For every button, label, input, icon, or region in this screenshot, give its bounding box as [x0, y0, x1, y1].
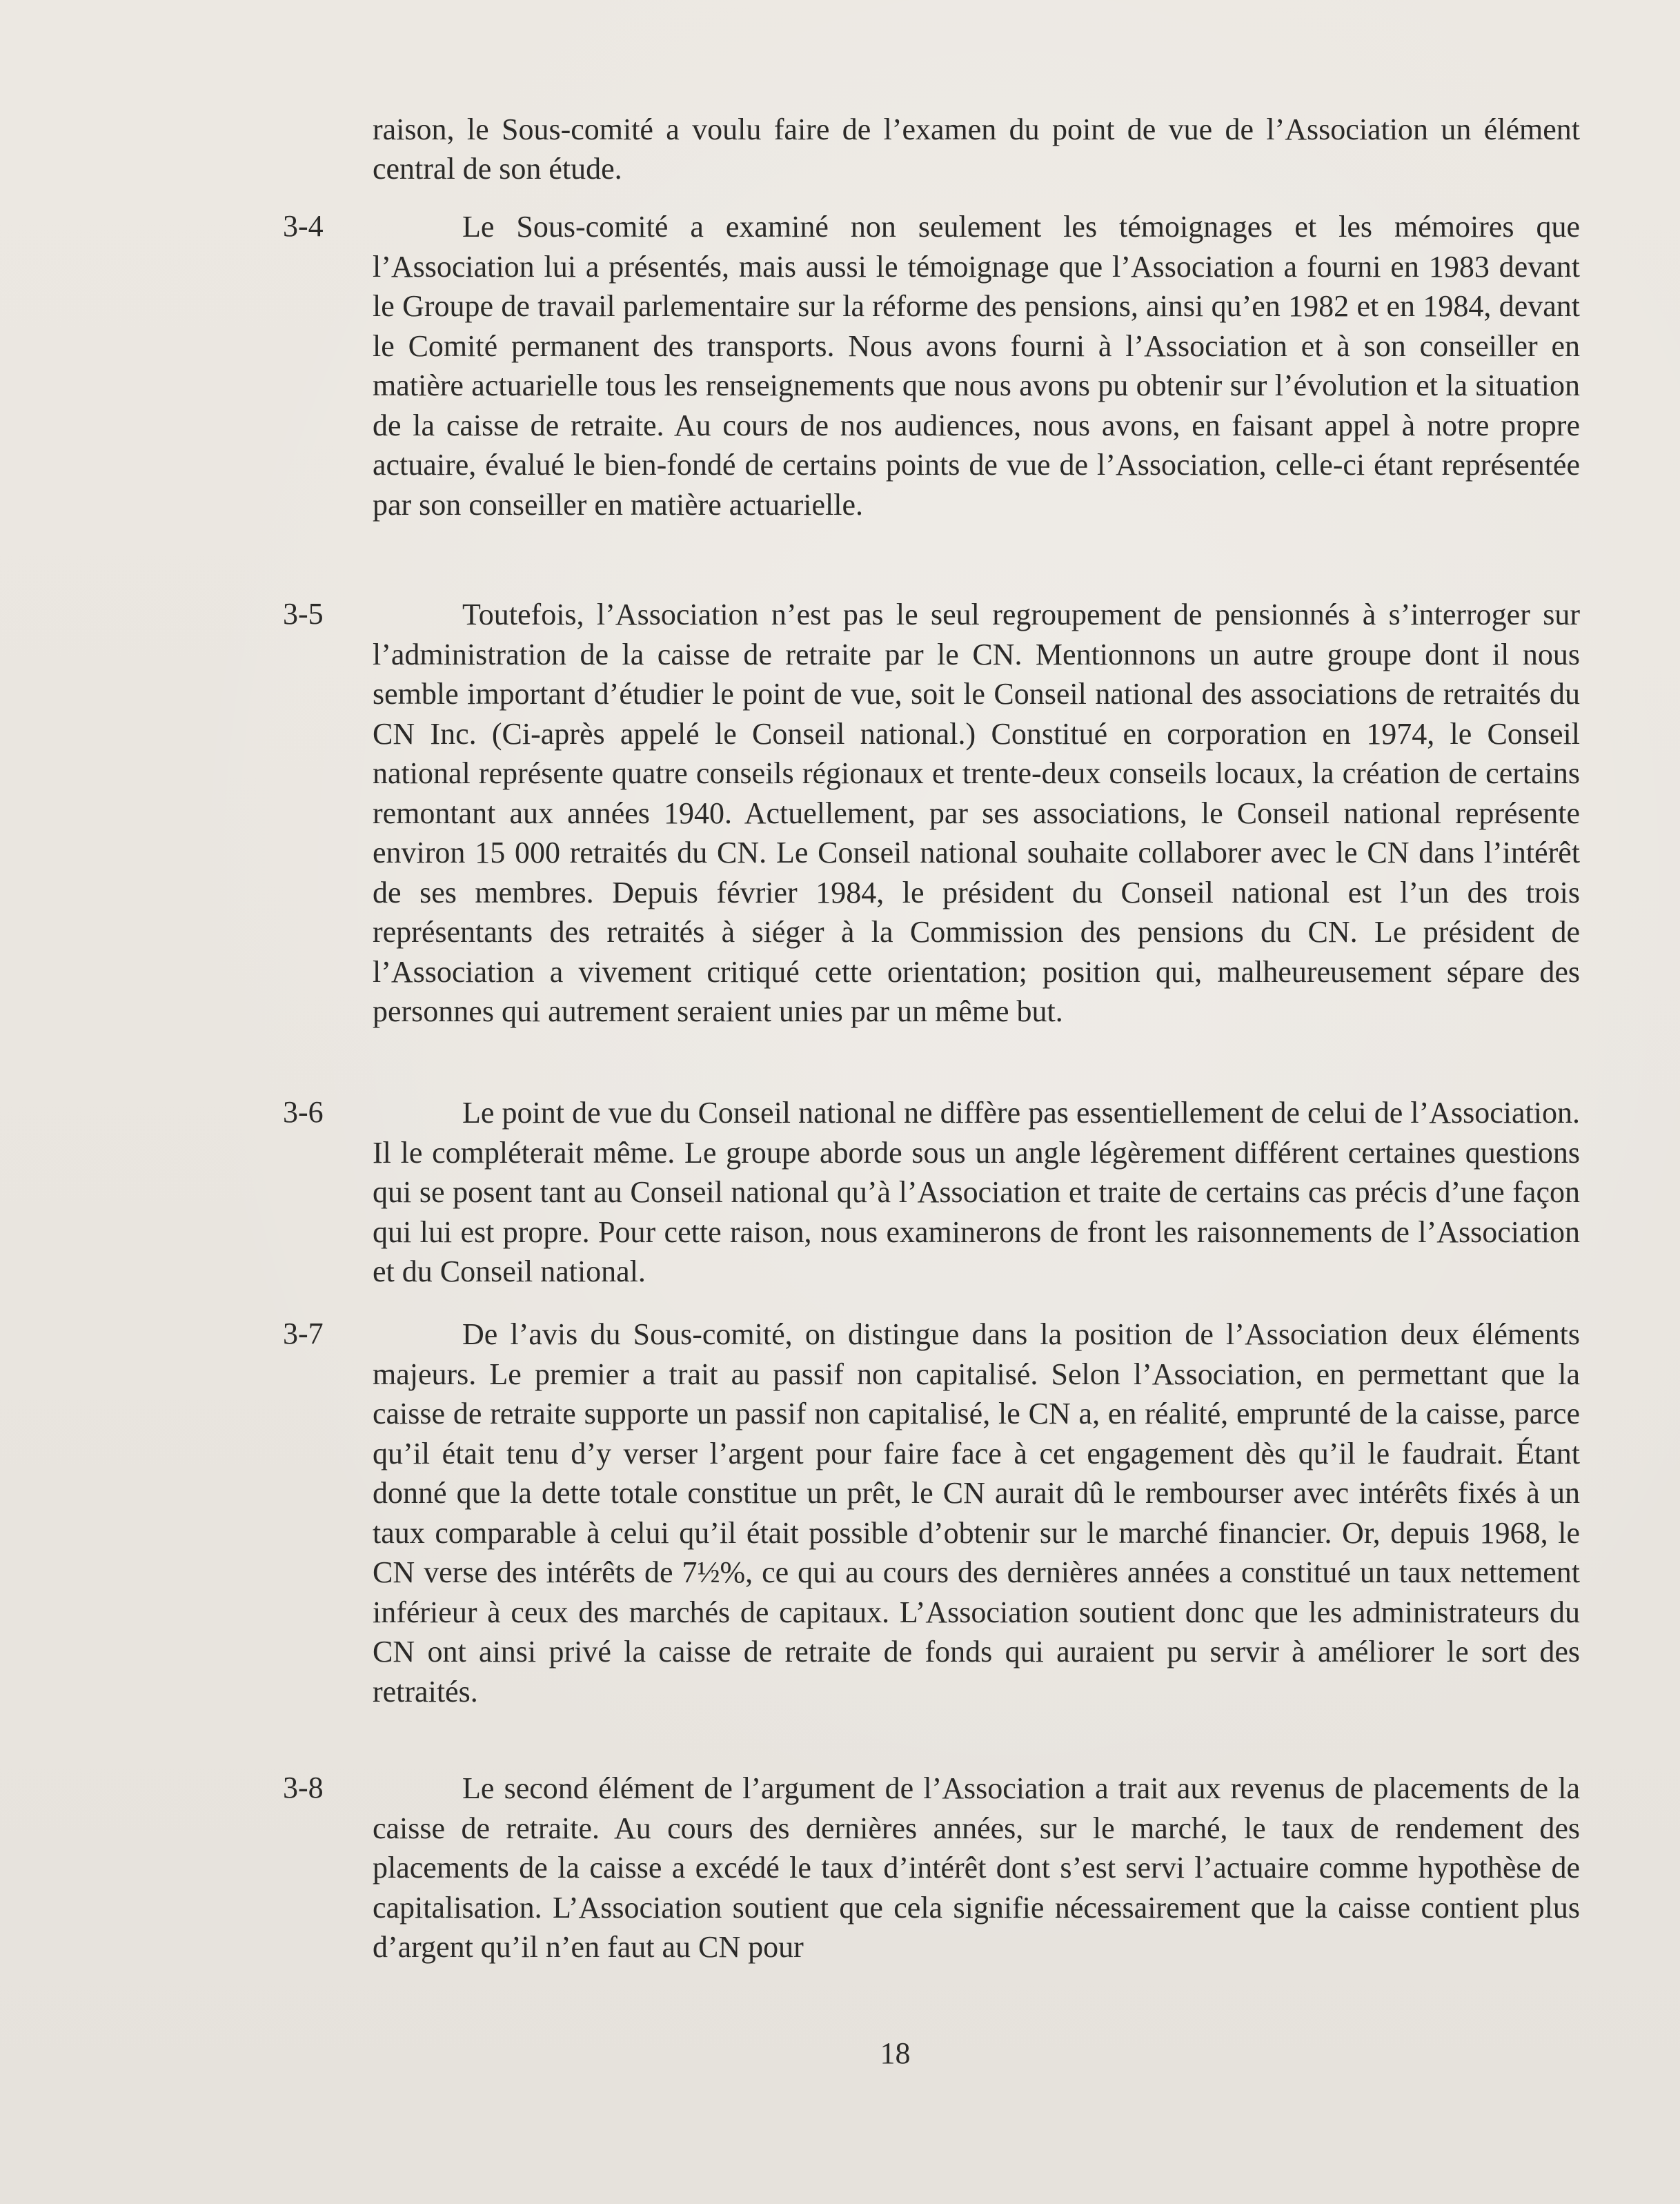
paragraph-text: Le point de vue du Conseil national ne diffère pas essentiellement de celui de l’Association. Il le compléterait même. Le groupe aborde sous un angle légèrement différent certaines questions qui se posent tant au Conseil national qu’à l’Association et traite de certains cas précis d’une façon qui lui est propre. Pour cette raison, nous examinerons de front les raisonnements de l’Association et du Conseil national. — [373, 1096, 1580, 1288]
continuation-paragraph: raison, le Sous-comité a voulu faire de l’examen du point de vue de l’Association un élément central de son étude. — [373, 112, 1580, 186]
paragraph-number: 3-4 — [283, 209, 324, 243]
paragraph-text: Le second élément de l’argument de l’Association a trait aux revenus de placements de la caisse de retraite. Au cours des dernières années, sur le marché, le taux de rendement des placements de la caisse a excédé le taux d’intérêt dont s’est servi l’actuaire comme hypothèse de capitalisation. L’Association soutient que cela signifie nécessairement que la caisse contient plus d’argent qu’il n’en faut au CN pour — [373, 1771, 1580, 1964]
paragraph-3-4 — [283, 207, 1580, 524]
paragraph-text: Le Sous-comité a examiné non seulement les témoignages et les mémoires que l’Association lui a présentés, mais aussi le témoignage que l’Association a fourni en 1983 devant le Groupe de travail parlementaire sur la réforme des pensions, ainsi qu’en 1982 et en 1984, devant le Comité permanent des transports. Nous avons fourni à l’Association et à son conseiller en matière actuarielle tous les renseignements que nous avons pu obtenir sur l’évolution et la situation de la caisse de retraite. Au cours de nos audiences, nous avons, en faisant appel à notre propre actuaire, évalué le bien-fondé de certains points de vue de l’Association, celle-ci étant représentée par son conseiller en matière actuarielle. — [373, 210, 1580, 522]
paragraph-number: 3-7 — [283, 1317, 324, 1350]
paragraph-3-8 — [283, 1769, 1580, 1967]
paragraph-number: 3-5 — [283, 597, 324, 631]
paragraph-3-6 — [283, 1093, 1580, 1292]
paragraph-number: 3-8 — [283, 1771, 324, 1804]
paragraph-text: Toutefois, l’Association n’est pas le seul regroupement de pensionnés à s’interroger sur l’administration de la caisse de retraite par le CN. Mentionnons un autre groupe dont il nous semble important d’étudier le point de vue, soit le Conseil national des associations de retraités du CN Inc. (Ci-après appelé le Conseil national.) Constitué en corporation en 1974, le Conseil national représente quatre conseils régionaux et trente-deux conseils locaux, la création de certains remontant aux années 1940. Actuellement, par ses associations, le Conseil national représente environ 15 000 retraités du CN. Le Conseil national souhaite collaborer avec le CN dans l’intérêt de ses membres. Depuis février 1984, le président du Conseil national est l’un des trois représentants des retraités à siéger à la Commission des pensions du CN. Le président de l’Association a vivement critiqué cette orientation; position qui, malheureusement sépare des personnes qui autrement seraient unies par un même but. — [373, 598, 1580, 1028]
paragraph-3-5 — [283, 595, 1580, 1032]
paragraph-text: De l’avis du Sous-comité, on distingue dans la position de l’Association deux éléments majeurs. Le premier a trait au passif non capitalisé. Selon l’Association, en permettant que la caisse de retraite supporte un passif non capitalisé, le CN a, en réalité, emprunté de la caisse, parce qu’il était tenu d’y verser l’argent pour faire face à cet engagement dès qu’il le faudrait. Étant donné que la dette totale constitue un prêt, le CN aurait dû le rembourser avec intérêts fixés à un taux comparable à celui qu’il était possible d’obtenir sur le marché financier. Or, depuis 1968, le CN verse des intérêts de 7½%, ce qui au cours des dernières années a constitué un taux nettement inférieur à ceux des marchés de capitaux. L’Association soutient donc que les administrateurs du CN ont ainsi privé la caisse de retraite de fonds qui auraient pu servir à améliorer le sort des retraités. — [373, 1317, 1580, 1709]
paragraph-number: 3-6 — [283, 1095, 324, 1129]
paragraph-3-7 — [283, 1315, 1580, 1711]
page-number: 18 — [880, 2036, 911, 2070]
